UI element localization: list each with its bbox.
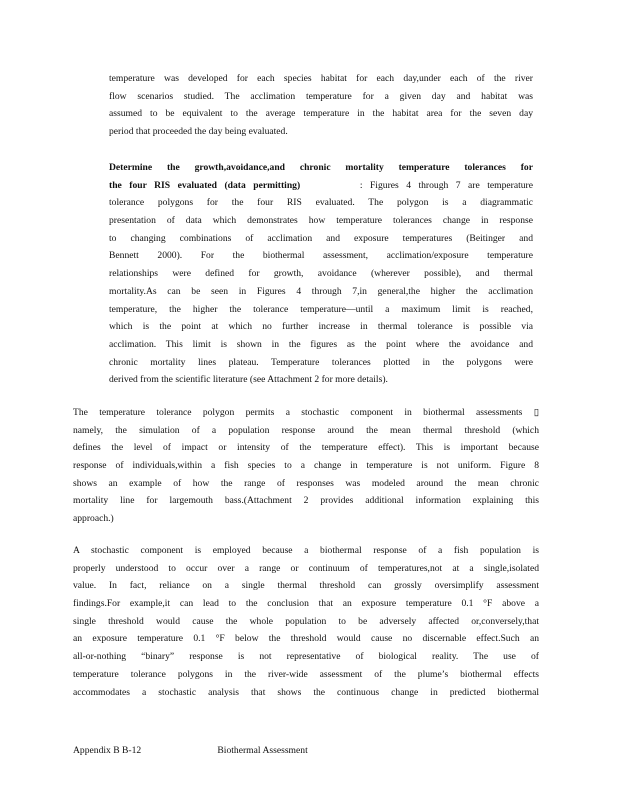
text-line: properly understood to occur over a range or continuum of temperatures,not at a single,isolated: [73, 562, 539, 574]
text-line: [109, 177, 533, 195]
footer-section-title: Biothermal Assessment: [217, 745, 308, 756]
heading-line-rest: : Figures 4 through 7 are temperature: [359, 179, 534, 191]
paragraph-tolerances: [109, 159, 533, 389]
text-line: relationships were defined for growth, avoidance (wherever possible), and thermal: [109, 268, 533, 280]
text-line: temperature tolerance polygons in the river-wide assessment of the plume’s biothermal effects: [73, 668, 539, 680]
text-line: an exposure temperature 0.1 °F below the threshold would cause no discernable effect.Such an: [73, 633, 539, 645]
text-line: accommodates a stochastic analysis that shows the continuous change in predicted biothermal: [73, 686, 539, 698]
text-line: A stochastic component is employed because a biothermal response of a fish population is: [73, 545, 539, 556]
paragraph-polygon-stochastic: [73, 404, 539, 528]
paragraph-acclimation: [109, 70, 533, 141]
text-line: flow scenarios studied. The acclimation temperature for a given day and habitat was: [109, 90, 533, 102]
text-line: shows an example of how the range of responses was modeled around the mean chronic: [73, 477, 539, 489]
text-line: acclimation. This limit is shown in the figures as the point where the avoidance and: [109, 338, 533, 350]
text-line: response of individuals,within a fish species to a change in temperature is not uniform. Figure 8: [73, 460, 539, 472]
text-line: findings.For example,it can lead to the conclusion that an exposure temperature 0.1 °F above a: [73, 598, 539, 610]
text-line: temperature was developed for each species habitat for each day,under each of the river: [109, 73, 533, 84]
text-line: presentation of data which demonstrates how temperature tolerances change in response: [109, 215, 533, 227]
text-line: which is the point at which no further increase in thermal tolerance is possible via: [109, 321, 533, 333]
paragraph-stochastic-component: [73, 542, 539, 701]
section-heading-continued: the four RIS evaluated (data permitting): [109, 179, 301, 191]
text-line: temperature, the higher the tolerance temperature—until a maximum limit is reached,: [109, 303, 533, 315]
text-line: assumed to be equivalent to the average temperature in the habitat area for the seven day: [109, 108, 533, 120]
text-line: approach.): [73, 513, 114, 525]
section-heading: Determine the growth,avoidance,and chronic mortality temperature tolerances for: [109, 162, 533, 173]
text-line: to changing combinations of acclimation and exposure temperatures (Beitinger and: [109, 232, 533, 244]
text-line: mortality line for largemouth bass.(Attachment 2 provides additional information explaining this: [73, 495, 539, 507]
text-line: derived from the scientific literature (see Attachment 2 for more details).: [109, 374, 388, 386]
text-line: value. In fact, reliance on a single thermal threshold can grossly oversimplify assessment: [73, 580, 539, 592]
text-line: namely, the simulation of a population response around the mean thermal threshold (which: [73, 424, 539, 436]
footer-page-number: Appendix B B-12: [73, 745, 142, 756]
text-line: chronic mortality lines plateau. Temperature tolerances plotted in the polygons were: [109, 356, 533, 368]
text-line: period that proceeded the day being evaluated.: [109, 126, 288, 138]
text-line: The temperature tolerance polygon permits a stochastic component in biothermal assessments ▯: [73, 407, 539, 418]
page-footer: [73, 744, 308, 758]
text-line: single threshold would cause the whole population to be adversely affected or,conversely,that: [73, 615, 539, 627]
text-line: tolerance polygons for the four RIS evaluated. The polygon is a diagrammatic: [109, 197, 533, 209]
text-line: mortality.As can be seen in Figures 4 through 7,in general,the higher the acclimation: [109, 285, 533, 297]
text-line: Bennett 2000). For the biothermal assessment, acclimation/exposure temperature: [109, 250, 533, 262]
text-line: all-or-nothing “binary” response is not representative of biological reality. The use of: [73, 651, 539, 663]
text-line: defines the level of impact or intensity of the temperature effect). This is important because: [73, 442, 539, 454]
